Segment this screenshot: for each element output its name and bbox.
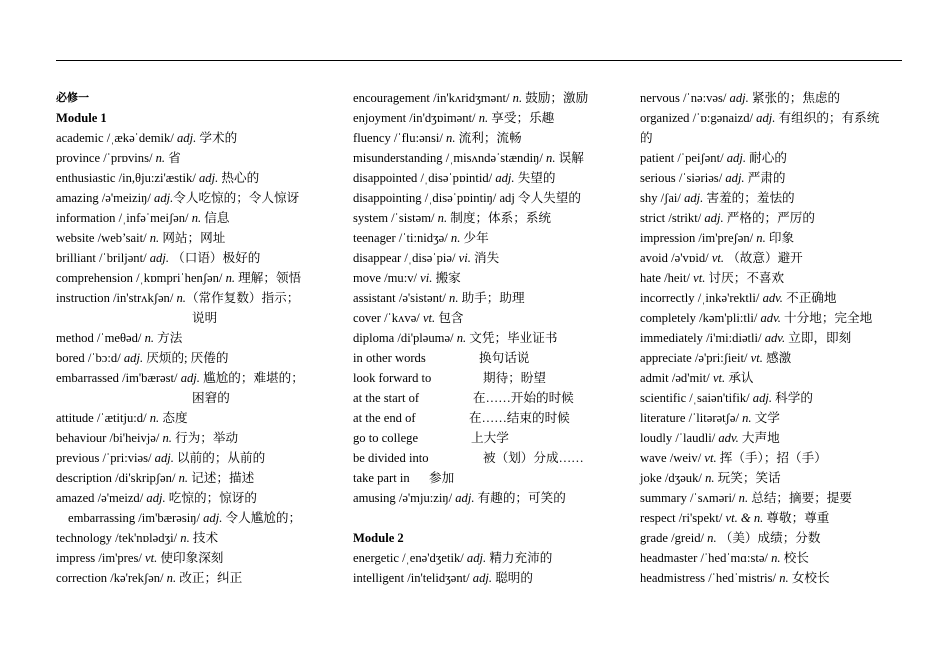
vocab-entry: description /di'skripʃən/ n. 记述；描述: [56, 471, 255, 485]
vocab-entry: admit /əd'mit/ vt. 承认: [640, 371, 754, 385]
vocab-entry: joke /dʒəuk/ n. 玩笑；笑话: [640, 471, 781, 485]
vocab-entry: scientific /ˌsaiən'tifik/ adj. 科学的: [640, 391, 813, 405]
phrase-entry: [353, 348, 631, 368]
vocab-entry: impression /im'preʃən/ n. 印象: [640, 231, 795, 245]
vocab-entry: disappointed /ˌdisəˈpɒintid/ adj. 失望的: [353, 171, 556, 185]
vocab-entry: bored /ˈbɔ:d/ adj. 厌烦的; 厌倦的: [56, 351, 229, 365]
phrase-chinese: 期待；盼望: [483, 371, 546, 385]
vocab-entry: method /ˈmeθəd/ n. 方法: [56, 331, 183, 345]
vocab-entry: serious /ˈsiəriəs/ adj. 严肃的: [640, 171, 786, 185]
module-1-heading: Module 1: [56, 111, 107, 125]
phrase-chinese: 参加: [429, 471, 455, 485]
vocab-entry: behaviour /bi'heivjə/ n. 行为；举动: [56, 431, 239, 445]
vocab-entry: assistant /ə'sistənt/ n. 助手；助理: [353, 291, 525, 305]
module-2-heading: Module 2: [353, 531, 404, 545]
phrase-english: look forward to: [353, 371, 432, 385]
vocab-entry: intelligent /in'telidʒənt/ adj. 聪明的: [353, 571, 533, 585]
phrase-entry: [353, 468, 631, 488]
phrase-entry: [353, 428, 631, 448]
phrase-chinese: 在……结束的时候: [469, 411, 570, 425]
vocab-entry: wave /weiv/ vt. 挥（手）；招（手）: [640, 451, 827, 465]
phrase-english: in other words: [353, 351, 426, 365]
vocab-entry: hate /heit/ vt. 讨厌；不喜欢: [640, 271, 785, 285]
phrase-english: at the start of: [353, 391, 420, 405]
vocab-entry: system /ˈsistəm/ n. 制度；体系；系统: [353, 211, 552, 225]
vocab-entry: energetic /ˌenə'dʒetik/ adj. 精力充沛的: [353, 551, 553, 565]
vocab-entry: website /web’sait/ n. 网站；网址: [56, 231, 226, 245]
vocab-entry: embarrassing /im'bærəsiŋ/ adj. 令人尴尬的；: [68, 511, 302, 525]
phrase-entry: [353, 368, 631, 388]
vocab-entry-continuation: 说明: [192, 311, 218, 325]
vocab-entry: diploma /di'pləumə/ n. 文凭；毕业证书: [353, 331, 558, 345]
column-3: [640, 88, 902, 588]
phrase-english: take part in: [353, 471, 410, 485]
top-rule: [56, 60, 902, 61]
vocab-entry: brilliant /ˈbriljənt/ adj. （口语）极好的: [56, 251, 261, 265]
vocab-entry: literature /ˈlitərətʃə/ n. 文学: [640, 411, 780, 425]
vocab-entry: enjoyment /in'dʒɒimənt/ n. 享受；乐趣: [353, 111, 555, 125]
vocab-entry: amusing /ə'mju:ziŋ/ adj. 有趣的；可笑的: [353, 491, 566, 505]
vocab-entry: academic /ˌækəˈdemik/ adj. 学术的: [56, 131, 238, 145]
phrase-chinese: 被（划）分成……: [483, 451, 584, 465]
phrase-chinese: 在……开始的时候: [473, 391, 574, 405]
vocab-entry: amazed /ə'meizd/ adj. 吃惊的；惊讶的: [56, 491, 257, 505]
vocab-entry: fluency /ˈflu:ənsi/ n. 流利；流畅: [353, 131, 522, 145]
vocab-entry: loudly /ˈlaudli/ adv. 大声地: [640, 431, 780, 445]
vocab-entry: correction /kə'rekʃən/ n. 改正；纠正: [56, 571, 243, 585]
phrase-chinese: 上大学: [471, 431, 509, 445]
vocab-entry: incorrectly /ˌinkə'rektli/ adv. 不正确地: [640, 291, 837, 305]
vocab-entry-continuation: 的: [640, 131, 653, 145]
vocab-entry: instruction /in'strʌkʃən/ n.（常作复数）指示；: [56, 291, 300, 305]
vocab-entry: amazing /ə'meiziŋ/ adj.令人吃惊的；令人惊讶: [56, 191, 300, 205]
phrase-english: go to college: [353, 431, 419, 445]
vocab-entry: nervous /ˈnə:vəs/ adj. 紧张的；焦虑的: [640, 91, 841, 105]
vocab-entry: disappear /ˌdisəˈpiə/ vi. 消失: [353, 251, 500, 265]
vocab-entry: strict /strikt/ adj. 严格的；严厉的: [640, 211, 815, 225]
phrase-entry: [353, 408, 631, 428]
vocab-entry: patient /ˈpeiʃənt/ adj. 耐心的: [640, 151, 787, 165]
vocab-entry: completely /kəm'pli:tli/ adv. 十分地；完全地: [640, 311, 873, 325]
vocab-entry-continuation: 困窘的: [192, 391, 230, 405]
phrase-chinese: 换句话说: [479, 351, 530, 365]
vocab-entry: move /mu:v/ vi. 搬家: [353, 271, 461, 285]
vocab-entry: cover /ˈkʌvə/ vt. 包含: [353, 311, 464, 325]
vocab-entry: shy /ʃai/ adj. 害羞的；羞怯的: [640, 191, 795, 205]
vocab-entry: enthusiastic /in,θju:zi'æstik/ adj. 热心的: [56, 171, 260, 185]
vocab-entry: headmaster /ˈhedˈmɑ:stə/ n. 校长: [640, 551, 809, 565]
spacer: [353, 508, 631, 528]
vocab-entry: province /ˈprɒvins/ n. 省: [56, 151, 181, 165]
vocab-entry: information /ˌinfəˈmeiʃən/ n. 信息: [56, 211, 230, 225]
phrase-english: be divided into: [353, 451, 429, 465]
vocab-entry: comprehension /ˌkɒmpriˈhenʃən/ n. 理解；领悟: [56, 271, 302, 285]
vocab-entry: previous /ˈpri:viəs/ adj. 以前的；从前的: [56, 451, 266, 465]
phrase-english: at the end of: [353, 411, 416, 425]
vocab-entry: headmistress /ˈhedˈmistris/ n. 女校长: [640, 571, 830, 585]
book-heading: 必修一: [56, 91, 89, 104]
vocab-entry: encouragement /in'kʌridʒmənt/ n. 鼓励；激励: [353, 91, 589, 105]
vocab-entry: respect /ri'spekt/ vt. & n. 尊敬；尊重: [640, 511, 830, 525]
vocab-entry: impress /im'pres/ vt. 使印象深刻: [56, 551, 224, 565]
vocab-entry: avoid /ə'vɒid/ vt. （故意）避开: [640, 251, 803, 265]
vocab-entry: embarrassed /im'bærəst/ adj. 尴尬的；难堪的；: [56, 371, 304, 385]
vocab-entry: attitude /ˈætitju:d/ n. 态度: [56, 411, 188, 425]
vocab-entry: misunderstanding /ˌmisʌndəˈstændiŋ/ n. 误解: [353, 151, 584, 165]
vocab-entry: organized /ˈɒ:gənaizd/ adj. 有组织的；有系统: [640, 111, 880, 125]
phrase-entry: [353, 448, 631, 468]
vocab-entry: immediately /i'mi:diətli/ adv. 立即，即刻: [640, 331, 852, 345]
phrase-entry: [353, 388, 631, 408]
vocab-entry: grade /greid/ n. （美）成绩；分数: [640, 531, 821, 545]
vocab-entry: appreciate /ə'pri:ʃieit/ vt. 感激: [640, 351, 792, 365]
vocab-entry: teenager /ˈti:nidʒə/ n. 少年: [353, 231, 489, 245]
column-2: [353, 88, 631, 588]
vocab-entry: technology /tek'nɒlədʒi/ n. 技术: [56, 531, 219, 545]
vocab-entry: disappointing /ˌdisəˈpɒintiŋ/ adj 令人失望的: [353, 191, 581, 205]
column-1: [56, 88, 344, 588]
vocab-entry: summary /ˈsʌməri/ n. 总结；摘要；提要: [640, 491, 852, 505]
